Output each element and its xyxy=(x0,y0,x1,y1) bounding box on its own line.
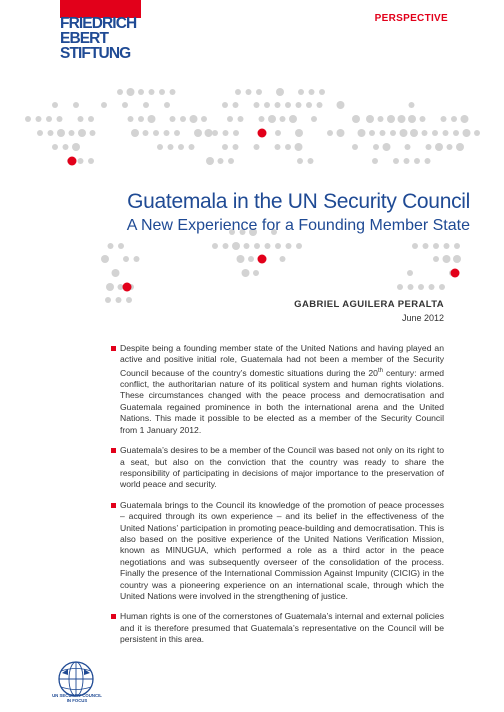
map-dot xyxy=(254,102,260,108)
map-dot xyxy=(420,116,426,122)
map-dot xyxy=(432,130,438,136)
bullet-square-icon xyxy=(111,614,116,619)
map-dot xyxy=(117,89,123,95)
map-dot xyxy=(366,115,374,123)
map-dot xyxy=(451,116,457,122)
map-dot xyxy=(410,129,418,137)
map-dot xyxy=(101,102,107,108)
map-dot xyxy=(397,284,403,290)
map-dot xyxy=(108,243,114,249)
map-dot xyxy=(205,129,213,137)
map-dot xyxy=(265,243,271,249)
map-dot xyxy=(254,144,260,150)
map-dot xyxy=(73,102,79,108)
map-dot xyxy=(372,158,378,164)
map-dot xyxy=(149,89,155,95)
map-dot xyxy=(233,130,239,136)
map-dot xyxy=(122,102,128,108)
map-highlight-dot xyxy=(451,269,460,278)
map-dot xyxy=(295,129,303,137)
bullet-text: Guatemala brings to the Council its knowledge of the promotion of peace processes – acquired through its own experience – and its belief in the effectiveness of the United Nations’ participation in promoting peace-building and democratisation. This is also based on the positive experience of the United Nations Verification Mission, known as MINUGUA, which performed a role as a third actor in the peace negotiations and was subsequently overseer of the consolidation of the process. Finally the presence of the International Commission Against Impunity (CICIG) in the country was a pioneering experience on an international scale, through which the United Nations were involved in the strengthening of justice. xyxy=(120,499,444,601)
map-dot xyxy=(131,129,139,137)
map-dot xyxy=(352,115,360,123)
ordinal-suffix: th xyxy=(377,367,383,374)
map-dot xyxy=(404,158,410,164)
map-dot xyxy=(439,284,445,290)
map-dot xyxy=(444,243,450,249)
map-dot xyxy=(285,144,291,150)
map-dot xyxy=(127,88,135,96)
map-dot xyxy=(37,130,43,136)
map-dot xyxy=(435,143,443,151)
map-dot xyxy=(327,130,333,136)
map-dot xyxy=(228,158,234,164)
map-dot xyxy=(164,130,170,136)
map-dot xyxy=(138,116,144,122)
map-dot xyxy=(88,116,94,122)
bullet-text: Guatemala’s desires to be a member of the Council was based not only on its right to a seat, but also on the conviction that the country was ready to share the responsibility of participating in decisions of major importance to the preservation of world peace and security. xyxy=(120,445,444,490)
map-dot xyxy=(69,130,75,136)
map-dot xyxy=(373,144,379,150)
map-dot xyxy=(143,102,149,108)
map-dot xyxy=(57,116,63,122)
map-dot xyxy=(408,115,416,123)
summary-bullet xyxy=(120,445,444,491)
map-dot xyxy=(398,115,406,123)
map-dot xyxy=(246,89,252,95)
bullet-text xyxy=(120,343,444,436)
map-dot xyxy=(153,130,159,136)
map-dot xyxy=(280,116,286,122)
map-dot xyxy=(429,284,435,290)
bullet-text-part: Despite being a founding member state of the United Nations and having played an active and positive initial role, Guatemala had not been a member of the Security Council because of the country’s domestic situations during the 20 xyxy=(120,343,444,378)
map-dot xyxy=(463,129,471,137)
bullet-square-icon xyxy=(111,448,116,453)
map-dot xyxy=(412,243,418,249)
map-dot xyxy=(407,270,413,276)
map-dot xyxy=(88,158,94,164)
summary-bullets xyxy=(120,343,444,655)
map-dot xyxy=(253,270,259,276)
map-dot xyxy=(433,256,439,262)
map-dot xyxy=(232,242,240,250)
map-dot xyxy=(378,116,384,122)
map-dot xyxy=(46,116,52,122)
map-dot xyxy=(233,144,239,150)
map-dot xyxy=(218,158,224,164)
map-dot xyxy=(128,116,134,122)
map-dot xyxy=(227,116,233,122)
map-dot xyxy=(116,297,122,303)
map-dot xyxy=(474,130,480,136)
bullet-text-part: century: armed conflict, the authoritarian nature of its political system and human rights violations. These circumstances changed with the peace process and democratisation and Guatemala regained prominence in both the international arena and the United Nations. This made it possible to be elected as a member of the Security Council from 1 January 2012. xyxy=(120,367,444,435)
map-dot xyxy=(138,89,144,95)
map-dot xyxy=(178,144,184,150)
map-dot xyxy=(143,130,149,136)
map-dot xyxy=(168,144,174,150)
map-dot xyxy=(248,256,254,262)
bullet-square-icon xyxy=(111,503,116,508)
map-dot xyxy=(78,116,84,122)
map-dot xyxy=(296,243,302,249)
map-dot xyxy=(159,89,165,95)
map-dot xyxy=(433,243,439,249)
map-dot xyxy=(212,243,218,249)
map-dot xyxy=(90,130,96,136)
series-label: PERSPECTIVE xyxy=(374,13,448,24)
map-dot xyxy=(408,284,414,290)
map-dot xyxy=(134,256,140,262)
map-dot xyxy=(311,116,317,122)
map-dot xyxy=(400,129,408,137)
map-dot xyxy=(238,116,244,122)
map-dot xyxy=(222,102,228,108)
map-dot xyxy=(112,269,120,277)
map-dot xyxy=(369,130,375,136)
document-title: Guatemala in the UN Security Council xyxy=(127,190,470,213)
map-dot xyxy=(106,283,114,291)
map-dot xyxy=(222,144,228,150)
publication-date: June 2012 xyxy=(401,313,444,323)
map-dot xyxy=(201,116,207,122)
map-dot xyxy=(276,88,284,96)
map-dot xyxy=(242,269,250,277)
map-dot xyxy=(123,256,129,262)
map-dot xyxy=(174,130,180,136)
map-dot xyxy=(254,243,260,249)
map-dot xyxy=(337,129,345,137)
map-dot xyxy=(317,102,323,108)
map-dot xyxy=(380,130,386,136)
map-dot xyxy=(78,158,84,164)
map-dot xyxy=(383,143,391,151)
map-dot xyxy=(456,143,464,151)
map-dot xyxy=(285,102,291,108)
map-dot xyxy=(126,297,132,303)
map-dot xyxy=(414,158,420,164)
map-dot xyxy=(422,130,428,136)
map-dot xyxy=(319,89,325,95)
map-dot xyxy=(180,116,186,122)
map-dot xyxy=(352,144,358,150)
footer-caption-line-1: UN SECURITY COUNCIL xyxy=(52,693,102,698)
logo-line-3: STIFTUNG xyxy=(60,45,131,62)
map-dot xyxy=(52,102,58,108)
map-dot xyxy=(306,102,312,108)
map-dot xyxy=(72,143,80,151)
map-dot xyxy=(295,143,303,151)
map-dot xyxy=(393,158,399,164)
map-dot xyxy=(418,284,424,290)
map-dot xyxy=(259,116,265,122)
map-highlight-dot xyxy=(258,255,267,264)
map-dot xyxy=(212,130,218,136)
map-dot xyxy=(63,144,69,150)
map-dot xyxy=(426,144,432,150)
map-dot xyxy=(453,130,459,136)
summary-bullet xyxy=(120,343,444,436)
map-dot xyxy=(206,157,214,165)
map-dot xyxy=(268,115,276,123)
map-dot xyxy=(118,243,124,249)
map-dot xyxy=(190,115,198,123)
map-dot xyxy=(170,116,176,122)
summary-bullet xyxy=(120,500,444,603)
map-dot xyxy=(461,115,469,123)
map-dot xyxy=(286,243,292,249)
map-dot xyxy=(235,89,241,95)
footer-caption-line-2: IN FOCUS xyxy=(66,698,88,703)
map-dot xyxy=(264,102,270,108)
author-name: GABRIEL AGUILERA PERALTA xyxy=(294,299,444,310)
map-dot xyxy=(308,158,314,164)
map-dot xyxy=(36,116,42,122)
map-dot xyxy=(105,297,111,303)
map-dot xyxy=(275,144,281,150)
map-dot xyxy=(280,256,286,262)
map-dot xyxy=(275,130,281,136)
map-dot xyxy=(237,255,245,263)
logo-line-1: FRIEDRICH xyxy=(60,15,137,32)
map-dot xyxy=(337,101,345,109)
map-dot xyxy=(289,115,297,123)
document-subtitle: A New Experience for a Founding Member State xyxy=(126,217,470,234)
map-dot xyxy=(170,89,176,95)
map-dot xyxy=(358,129,366,137)
map-dot xyxy=(296,102,302,108)
map-dot xyxy=(447,144,453,150)
map-dot xyxy=(443,255,451,263)
map-dot xyxy=(423,243,429,249)
summary-bullet xyxy=(120,611,444,645)
map-dot xyxy=(157,144,163,150)
map-dot xyxy=(25,116,31,122)
map-dot xyxy=(48,130,54,136)
map-dot xyxy=(78,129,86,137)
map-dot xyxy=(189,144,195,150)
map-dot xyxy=(297,158,303,164)
map-dot xyxy=(443,130,449,136)
map-dot xyxy=(425,158,431,164)
map-dot xyxy=(223,130,229,136)
bullet-text: Human rights is one of the cornerstones of Guatemala’s internal and external policies and it is therefore presumed that Guatemala’s representative on the Council will be persistent in this area. xyxy=(120,611,444,645)
map-dot xyxy=(148,115,156,123)
bullet-square-icon xyxy=(111,346,116,351)
map-dot xyxy=(256,89,262,95)
map-dot xyxy=(244,243,250,249)
map-dot xyxy=(52,144,58,150)
map-highlight-dot xyxy=(68,157,77,166)
map-dot xyxy=(275,102,281,108)
map-dot xyxy=(441,116,447,122)
map-dot xyxy=(453,255,461,263)
map-dot xyxy=(390,130,396,136)
map-dot xyxy=(409,102,415,108)
map-dot xyxy=(101,255,109,263)
map-dot xyxy=(57,129,65,137)
map-dot xyxy=(164,102,170,108)
map-highlight-dot xyxy=(258,129,267,138)
map-dot xyxy=(405,144,411,150)
map-dot xyxy=(223,243,229,249)
fes-logo xyxy=(60,16,160,61)
map-dot xyxy=(387,115,395,123)
map-highlight-dot xyxy=(123,283,132,292)
logo-line-2: EBERT xyxy=(60,30,109,47)
map-dot xyxy=(309,89,315,95)
map-dot xyxy=(454,243,460,249)
map-dot xyxy=(233,102,239,108)
map-dot xyxy=(194,129,202,137)
map-dot xyxy=(298,89,304,95)
footer-caption xyxy=(46,693,108,703)
map-dot xyxy=(275,243,281,249)
